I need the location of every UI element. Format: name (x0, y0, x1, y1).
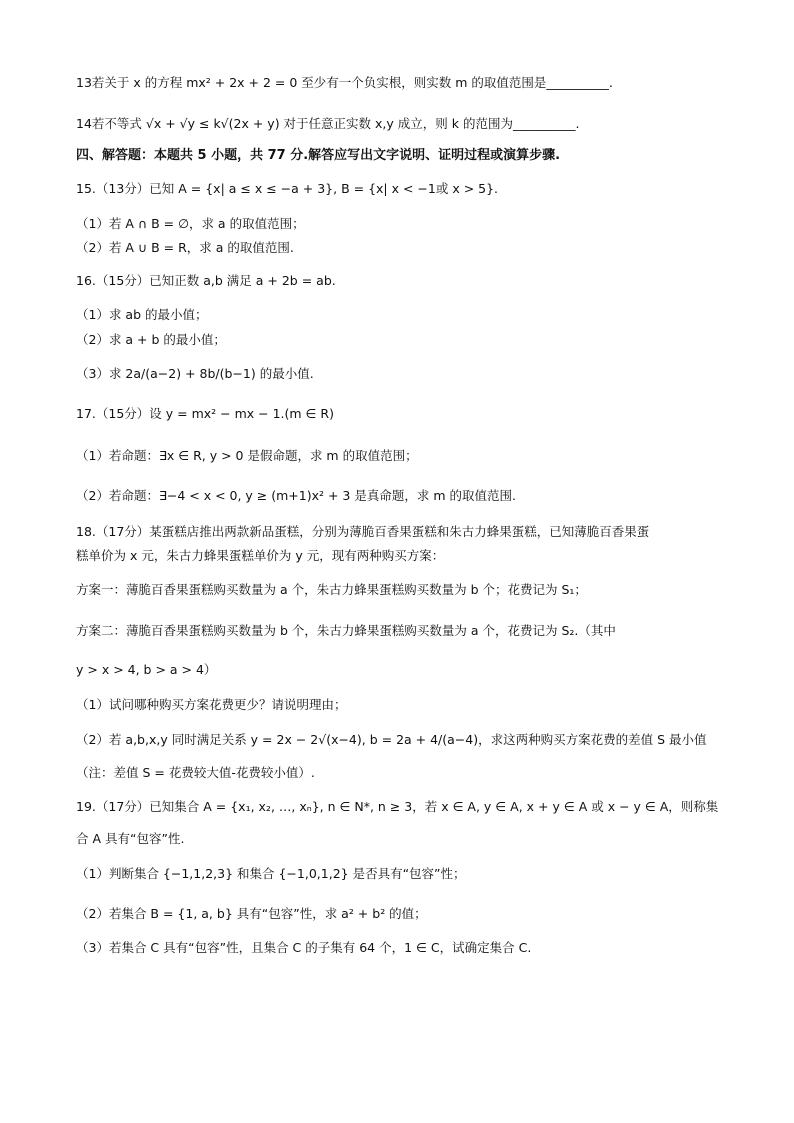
question-14: 14若不等式 √x + √y ≤ k√(2x + y) 对于任意正实数 x,y 成立，则 k 的范围为__________. (76, 116, 580, 131)
question-13: 13若关于 x 的方程 mx² + 2x + 2 = 0 至少有一个负实根，则实数 m 的取值范围是__________. (76, 75, 613, 90)
section-heading: 四、解答题：本题共 5 小题，共 77 分.解答应写出文字说明、证明过程或演算步骤. (76, 148, 561, 163)
question-18-plan-1: 方案一：薄脆百香果蛋糕购买数量为 a 个，朱古力蜂果蛋糕购买数量为 b 个；花费记为 S₁； (76, 582, 587, 597)
question-19-part-3: （3）若集合 C 具有“包容”性，且集合 C 的子集有 64 个，1 ∈ C，试确定集合 C. (76, 940, 532, 955)
question-16-part-2: （2）求 a + b 的最小值； (76, 332, 226, 347)
question-17-part-1: （1）若命题：∃x ∈ R, y > 0 是假命题，求 m 的取值范围； (76, 448, 418, 463)
question-18-plan-2: 方案二：薄脆百香果蛋糕购买数量为 b 个，朱古力蜂果蛋糕购买数量为 a 个，花费记为 S₂.（其中 (76, 623, 616, 638)
question-16-part-3: （3）求 2a/(a−2) + 8b/(b−1) 的最小值. (76, 366, 314, 381)
question-17-part-2: （2）若命题：∃−4 < x < 0, y ≥ (m+1)x² + 3 是真命题，求 m 的取值范围. (76, 488, 516, 503)
question-15-part-2: （2）若 A ∪ B = R，求 a 的取值范围. (76, 240, 294, 255)
question-18-condition: y > x > 4, b > a > 4） (76, 662, 217, 677)
question-19: 19.（17分）已知集合 A = {x₁, x₂, …, xₙ}, n ∈ N*, n ≥ 3，若 x ∈ A, y ∈ A, x + y ∈ A 或 x − y ∈ A，则称集 (76, 799, 719, 814)
question-19-part-1: （1）判断集合 {−1,1,2,3} 和集合 {−1,0,1,2} 是否具有“包容”性； (76, 866, 466, 881)
question-18-part-2: （2）若 a,b,x,y 同时满足关系 y = 2x − 2√(x−4), b = 2a + 4/(a−4)，求这两种购买方案花费的差值 S 最小值 (76, 732, 707, 747)
question-16: 16.（15分）已知正数 a,b 满足 a + 2b = ab. (76, 273, 336, 288)
question-15-part-1: （1）若 A ∩ B = ∅，求 a 的取值范围； (76, 216, 305, 231)
question-15: 15.（13分）已知 A = {x| a ≤ x ≤ −a + 3}, B = {x| x < −1或 x > 5}. (76, 181, 499, 196)
question-18-note: （注：差值 S = 花费较大值-花费较小值）. (76, 765, 315, 780)
question-18-part-1: （1）试问哪种购买方案花费更少？请说明理由； (76, 697, 347, 712)
question-18: 18.（17分）某蛋糕店推出两款新品蛋糕，分别为薄脆百香果蛋糕和朱古力蜂果蛋糕，已知薄脆百香果蛋 (76, 524, 650, 539)
question-18-cont: 糕单价为 x 元，朱古力蜂果蛋糕单价为 y 元，现有两种购买方案： (76, 548, 445, 563)
question-17: 17.（15分）设 y = mx² − mx − 1.(m ∈ R) (76, 406, 334, 421)
question-16-part-1: （1）求 ab 的最小值； (76, 307, 208, 322)
question-19-cont: 合 A 具有“包容”性. (76, 831, 185, 846)
question-19-part-2: （2）若集合 B = {1, a, b} 具有“包容”性，求 a² + b² 的值； (76, 906, 427, 921)
